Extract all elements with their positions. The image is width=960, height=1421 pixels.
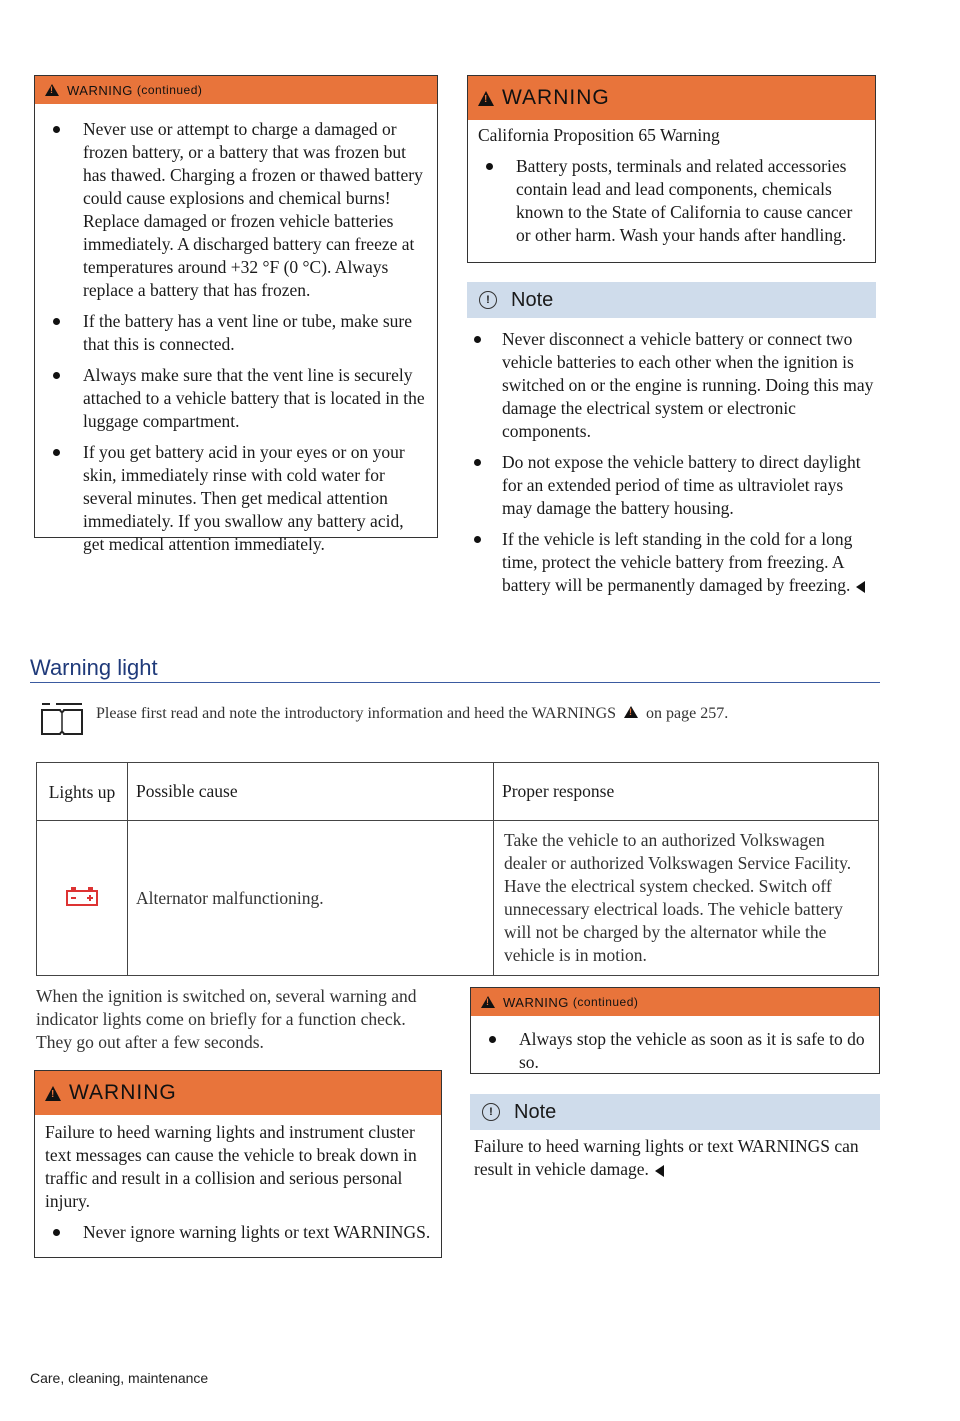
table-header-cell (494, 763, 879, 821)
page-footer: Care, cleaning, maintenance (30, 1370, 209, 1386)
info-icon: ! (479, 291, 497, 309)
note-header-label: Note (514, 1100, 557, 1123)
warning-header-suffix: (continued) (136, 83, 203, 97)
body-text: When the ignition is switched on, several warning and indicator lights come on briefly for a function check. They go out after a few seconds. (36, 986, 417, 1052)
warning-header-label: WARNING (503, 994, 569, 1010)
book-icon (38, 700, 86, 738)
warning-triangle-icon (481, 996, 495, 1008)
back-arrow-icon (856, 581, 865, 593)
warning-bullet: If you get battery acid in your eyes or on your skin, immediately rinse with cold water for several minutes. Then get medical attention immediately. If you swallow any battery acid, get medical attention immediately. (45, 441, 427, 556)
header-possible-cause: Possible cause (136, 781, 238, 801)
warning-triangle-icon (45, 1086, 61, 1101)
warning-header-label: WARNING (67, 82, 133, 98)
note-header-label: Note (511, 288, 554, 311)
warning-box-continued-2 (470, 987, 880, 1074)
warning-triangle-icon (478, 91, 494, 106)
warning-content (35, 104, 437, 572)
back-arrow-icon (655, 1165, 664, 1177)
table-header-row (37, 763, 879, 821)
warning-content (35, 1115, 441, 1260)
header-lights-up: Lights up (48, 781, 116, 802)
section-title: Warning light (30, 655, 158, 680)
note-header (467, 282, 876, 318)
warning-content (471, 1016, 879, 1090)
note-bullet: Do not expose the vehicle battery to direct daylight for an extended period of time as ultraviolet rays may damage the battery housing. (472, 451, 876, 520)
warning-header (35, 1071, 441, 1115)
warning-triangle-icon (624, 706, 638, 718)
warning-triangle-icon (45, 84, 59, 96)
warning-header-suffix: (continued) (572, 995, 639, 1009)
table-row (37, 821, 879, 976)
intro-text (96, 705, 728, 723)
warning-intro: Failure to heed warning lights and instrument cluster text messages can cause the vehicle to break down in traffic and result in a collision and serious personal injury. (45, 1122, 417, 1211)
warning-box-california (467, 75, 876, 263)
warning-title: California Proposition 65 Warning (478, 125, 720, 145)
warning-box-lights (34, 1070, 442, 1258)
intro-text-before: Please first read and note the introductory information and heed the WARNINGS (96, 705, 617, 722)
warning-bullet: Never use or attempt to charge a damaged or frozen battery, or a battery that was frozen but has thawed. Charging a frozen or thawed battery could cause explosions and chemical burns! Replace damaged or frozen vehicle batteries immediately. A discharged battery can freeze at temperatures around +32 °F (0 °C). Always replace a battery that has frozen. (45, 118, 427, 302)
note-bullet: Never disconnect a vehicle battery or connect two vehicle batteries to each other when the ignition is switched on or the engine is running. Doing this may damage the electrical system or electronic components. (472, 328, 876, 443)
note-content (472, 322, 876, 605)
warning-bullet: Always stop the vehicle as soon as it is safe to do so. (481, 1028, 869, 1074)
note-content (474, 1135, 878, 1181)
warning-header (471, 988, 879, 1016)
response-text: Take the vehicle to an authorized Volkswagen dealer or authorized Volkswagen Service Facility. Have the electrical system checked. Switch off unnecessary electrical loads. The vehicle battery will not be charged by the alternator while the vehicle is in motion. (504, 830, 852, 965)
warning-bullet: Never ignore warning lights or text WARNINGS. (45, 1221, 431, 1244)
intro-text-after: on page 257. (646, 705, 729, 722)
table-cell-icon (37, 821, 128, 976)
header-proper-response: Proper response (502, 781, 615, 801)
warning-header (468, 76, 875, 120)
warning-content (468, 120, 875, 263)
warning-bullet: Battery posts, terminals and related accessories contain lead and lead components, chemicals known to the State of California to cause cancer or other harm. Wash your hands after handling. (478, 155, 865, 247)
warning-header-label: WARNING (502, 86, 610, 109)
warning-header (35, 76, 437, 104)
table-cell-cause (128, 821, 494, 976)
note-bullet-text: If the vehicle is left standing in the cold for a long time, protect the vehicle battery from freezing. A battery will be permanently damaged by freezing. (502, 529, 853, 595)
note-bullet (472, 528, 876, 597)
table-header-cell (128, 763, 494, 821)
note-text: Failure to heed warning lights or text WARNINGS can result in vehicle damage. (474, 1136, 859, 1179)
warning-bullet: If the battery has a vent line or tube, make sure that this is connected. (45, 310, 427, 356)
warning-bullet: Always make sure that the vent line is securely attached to a vehicle battery that is located in the luggage compartment. (45, 364, 427, 433)
section-rule (30, 682, 880, 683)
warning-header-label: WARNING (69, 1081, 177, 1104)
table-cell-response (494, 821, 879, 976)
info-icon: ! (482, 1103, 500, 1121)
warning-light-table (36, 762, 879, 976)
cause-text: Alternator malfunctioning. (136, 887, 324, 908)
table-header-cell (37, 763, 128, 821)
warning-box-continued (34, 75, 438, 554)
note-header (470, 1094, 880, 1130)
battery-icon (65, 885, 99, 907)
